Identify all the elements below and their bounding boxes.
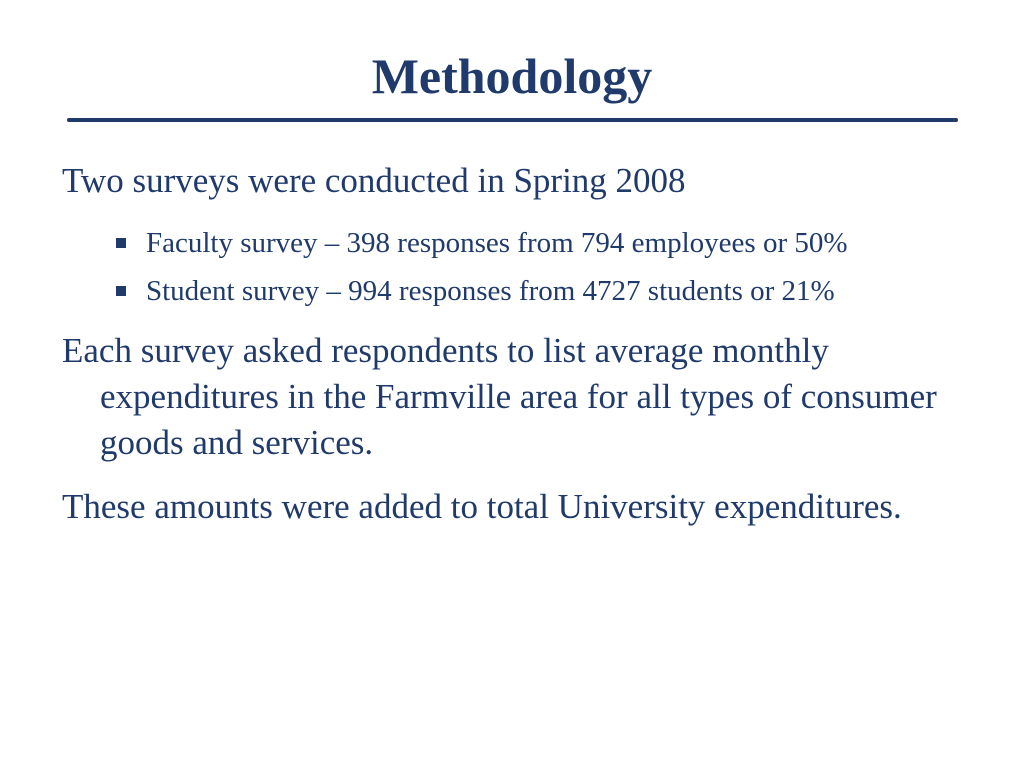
list-item xyxy=(62,224,972,262)
bullet-text-faculty: Faculty survey – 398 responses from 794 employees or 50% xyxy=(146,227,848,259)
square-bullet-icon xyxy=(116,286,126,296)
slide-title: Methodology xyxy=(371,48,653,104)
bullet-text-student: Student survey – 994 responses from 4727 students or 21% xyxy=(146,275,835,307)
title-divider xyxy=(67,118,958,122)
intro-paragraph: Two surveys were conducted in Spring 2008 xyxy=(62,161,686,200)
method-paragraph: Each survey asked respondents to list average monthly expenditures in the Farmville area for all types of consumer goods and services. xyxy=(62,331,937,462)
summary-paragraph: These amounts were added to total University expenditures. xyxy=(62,487,902,526)
square-bullet-icon xyxy=(116,238,126,248)
survey-bullet-list xyxy=(62,224,972,310)
slide-body xyxy=(62,158,972,530)
list-item xyxy=(62,272,972,310)
